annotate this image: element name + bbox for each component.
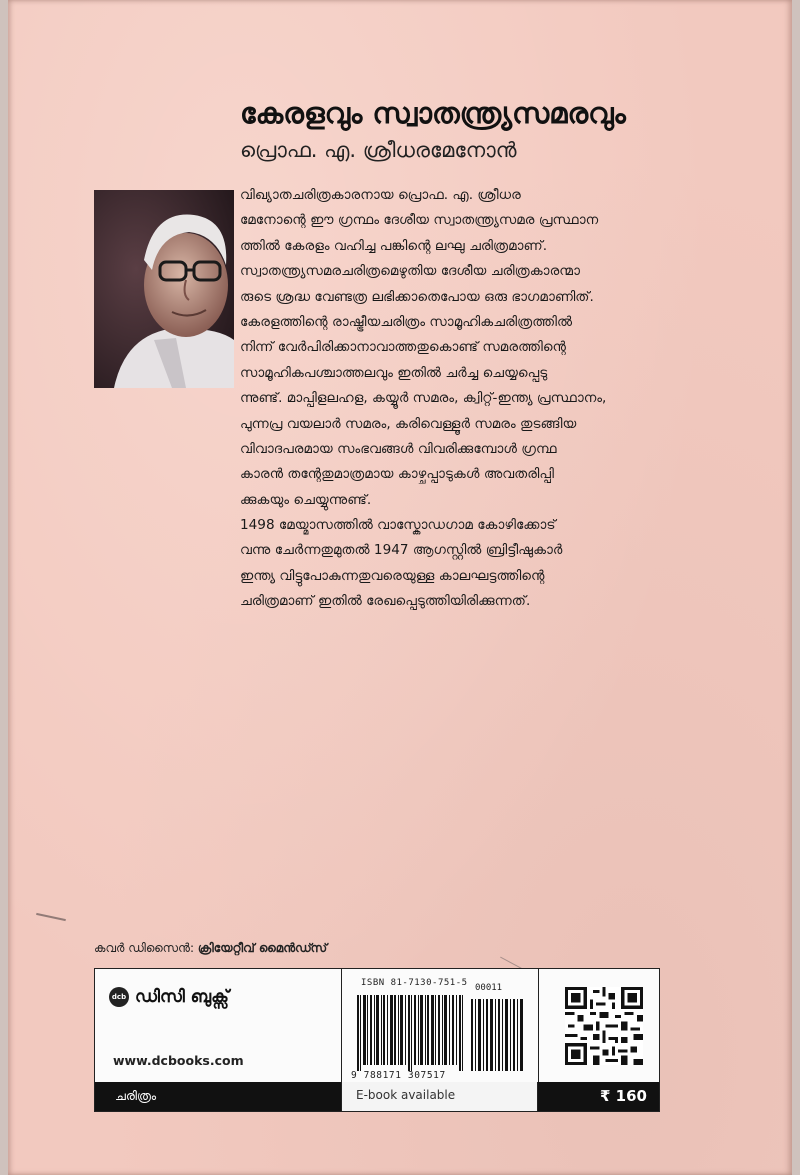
credit-label: കവർ ഡിസൈൻ:	[94, 941, 195, 955]
book-back-cover	[8, 0, 792, 1175]
publisher-logo-icon: dcb	[109, 987, 129, 1007]
publisher-name: ഡിസി ബുക്സ്	[135, 987, 229, 1007]
publisher-info-box	[94, 968, 660, 1112]
description-line: ചരിത്രമാണ് ഇതിൽ രേഖപ്പെടുത്തിയിരിക്കുന്നത്.	[240, 593, 531, 610]
description-line: വന്നു ചേർന്നതുമുതൽ 1947 ആഗസ്റ്റിൽ ബ്രിട്ടീഷുകാർ	[240, 542, 563, 559]
description-line: വിഖ്യാതചരിത്രകാരനായ പ്രൊഫ. എ. ശ്രീധര	[240, 187, 521, 203]
description-line: സ്വാതന്ത്ര്യസമരചരിത്രമെഴുതിയ ദേശീയ ചരിത്രകാരന്മാ	[240, 263, 581, 280]
ean-number: 9 788171 307517	[351, 1070, 446, 1081]
cover-scratch	[36, 913, 66, 921]
isbn-barcode-icon	[357, 995, 465, 1071]
description-line: പുന്നപ്ര വയലാർ സമരം, കരിവെള്ളൂർ സമരം തുടങ്ങിയ	[240, 415, 577, 432]
footer-bar	[95, 1082, 659, 1111]
description-line: ന്നുണ്ട്. മാപ്പിളലഹള, കയ്യൂർ സമരം, ക്വിറ്റ്-ഇന്ത്യ പ്രസ്ഥാനം,	[240, 390, 607, 407]
book-title: കേരളവും സ്വാതന്ത്ര്യസമരവും	[240, 96, 626, 130]
barcode-addon-number: 00011	[475, 983, 503, 993]
description-line: സാമൂഹികപശ്ചാത്തലവും ഇതിൽ ചർച്ച ചെയ്യപ്പെടു	[240, 364, 548, 381]
isbn-number: ISBN 81-7130-751-5	[361, 978, 468, 988]
ebook-availability	[341, 1082, 538, 1111]
cover-design-credit	[94, 941, 327, 956]
author-photo	[94, 190, 234, 388]
description-line: കാരൻ തന്റേതുമാത്രമായ കാഴ്ചപ്പാടുകൾ അവതരിപ്പി	[240, 466, 554, 483]
credit-designer: ക്രിയേറ്റീവ് മൈൻഡ്സ്	[197, 941, 328, 955]
publisher-website[interactable]: www.dcbooks.com	[113, 1053, 244, 1068]
description-line: രുടെ ശ്രദ്ധ വേണ്ടത്ര ലഭിക്കാതെപോയ ഒരു ഭാഗമാണിത്.	[240, 288, 594, 305]
publisher-brand	[109, 987, 229, 1007]
addon-barcode-icon	[471, 995, 523, 1071]
book-category: ചരിത്രം	[115, 1088, 157, 1103]
description-line: 1498 മേയ്മാസത്തിൽ വാസ്കോഡഗാമ കോഴിക്കോട്	[240, 517, 556, 534]
description-line: ക്കുകയും ചെയ്യുന്നുണ്ട്.	[240, 491, 372, 508]
description-line: ഇന്ത്യ വിട്ടുപോകുന്നതുവരെയുള്ള കാലഘട്ടത്തിന്റെ	[240, 567, 545, 584]
book-price: ₹ 160	[600, 1087, 647, 1105]
description-line: ത്തിൽ കേരളം വഹിച്ച പങ്കിന്റെ ലഘു ചരിത്രമാണ്.	[240, 237, 548, 254]
ebook-label: E-book available	[356, 1088, 456, 1102]
book-author: പ്രൊഫ. എ. ശ്രീധരമേനോൻ	[240, 138, 517, 162]
description-line: കേരളത്തിന്റെ രാഷ്ട്രീയചരിത്രം സാമൂഹികചരിത്രത്തിൽ	[240, 313, 573, 330]
description-line: നിന്ന് വേർപിരിക്കാനാവാത്തതുകൊണ്ട് സമരത്തിന്റെ	[240, 339, 567, 356]
description-line: വിവാദപരമായ സംഭവങ്ങൾ വിവരിക്കുമ്പോൾ ഗ്രന്ഥ	[240, 440, 557, 457]
qr-code-icon[interactable]	[565, 987, 643, 1065]
description-line: മേനോന്റെ ഈ ഗ്രന്ഥം ദേശീയ സ്വാതന്ത്ര്യസമര പ്രസ്ഥാന	[240, 212, 599, 229]
book-description	[240, 183, 775, 615]
